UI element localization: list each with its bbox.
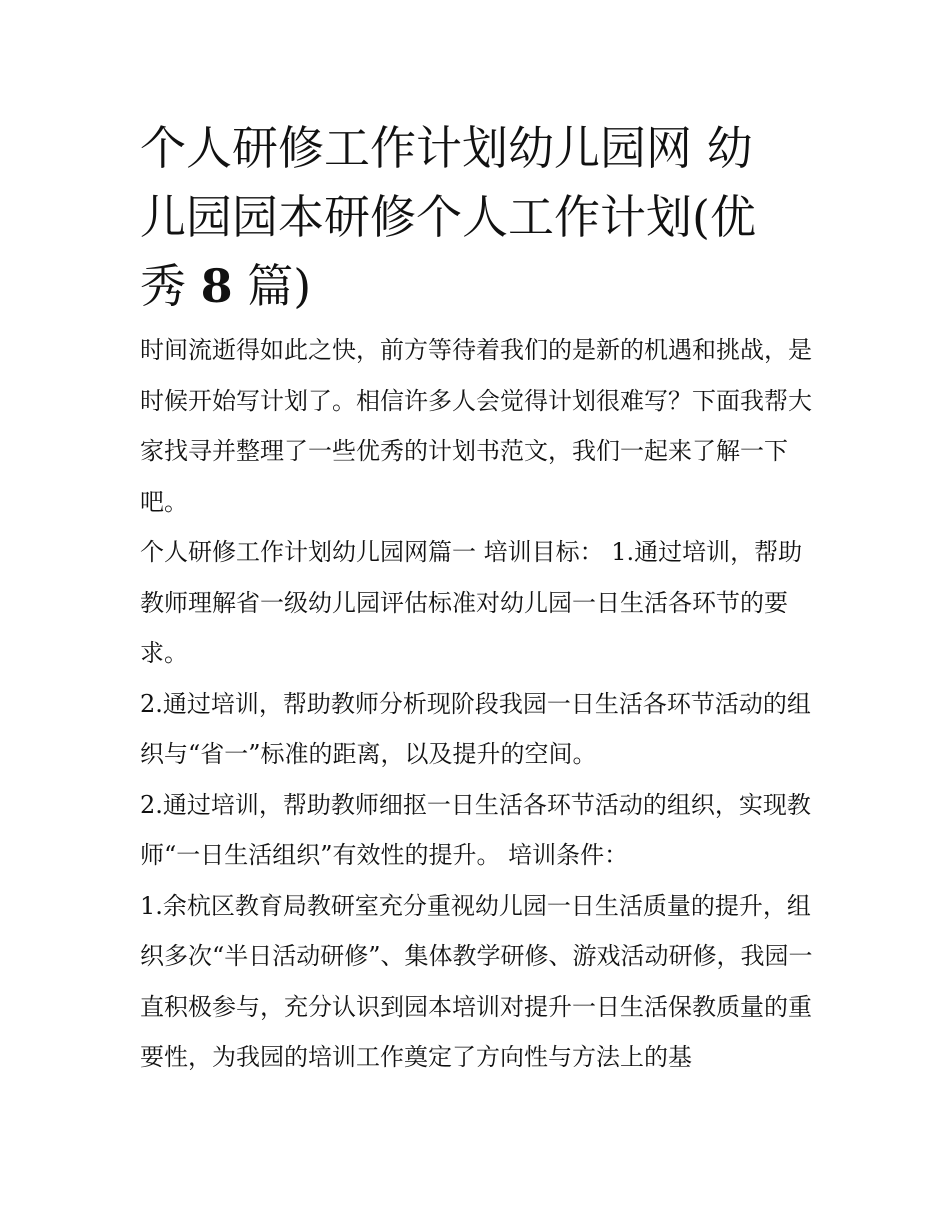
title-line-2: 儿园园本研修个人工作计划(优 <box>140 190 756 244</box>
title-line-1: 个人研修工作计划幼儿园网 幼 <box>140 121 753 175</box>
paragraph-goal-1: 个人研修工作计划幼儿园网篇一 培训目标： 1.通过培训，帮助教师理解省一级幼儿园评估标准对幼儿园一日生活各环节的要求。 <box>140 538 803 667</box>
title-number: 8 <box>200 259 233 313</box>
paragraph-condition-1: 1.余杭区教育局教研室充分重视幼儿园一日生活质量的提升，组织多次“半日活动研修”、集体教学研修、游戏活动研修，我园一直积极参与，充分认识到园本培训对提升一日生活保教质量的重要性，为我园的培训工作奠定了方向性与方法上的基 <box>140 891 813 1071</box>
paragraph-goal-2: 2.通过培训，帮助教师分析现阶段我园一日生活各环节活动的组织与“省一”标准的距离，以及提升的空间。 <box>140 689 811 768</box>
paragraph-intro: 时间流逝得如此之快，前方等待着我们的是新的机遇和挑战，是时候开始写计划了。相信许多人会觉得计划很难写？下面我帮大家找寻并整理了一些优秀的计划书范文，我们一起来了解一下吧。 <box>140 336 812 516</box>
title-line-3: 秀 <box>140 259 186 313</box>
document-title <box>140 114 816 321</box>
title-tail: 篇) <box>247 259 312 313</box>
paragraph-goal-3: 2.通过培训，帮助教师细抠一日生活各环节活动的组织，实现教师“一日生活组织”有效性的提升。 培训条件： <box>140 790 811 869</box>
document-body <box>140 114 816 1083</box>
